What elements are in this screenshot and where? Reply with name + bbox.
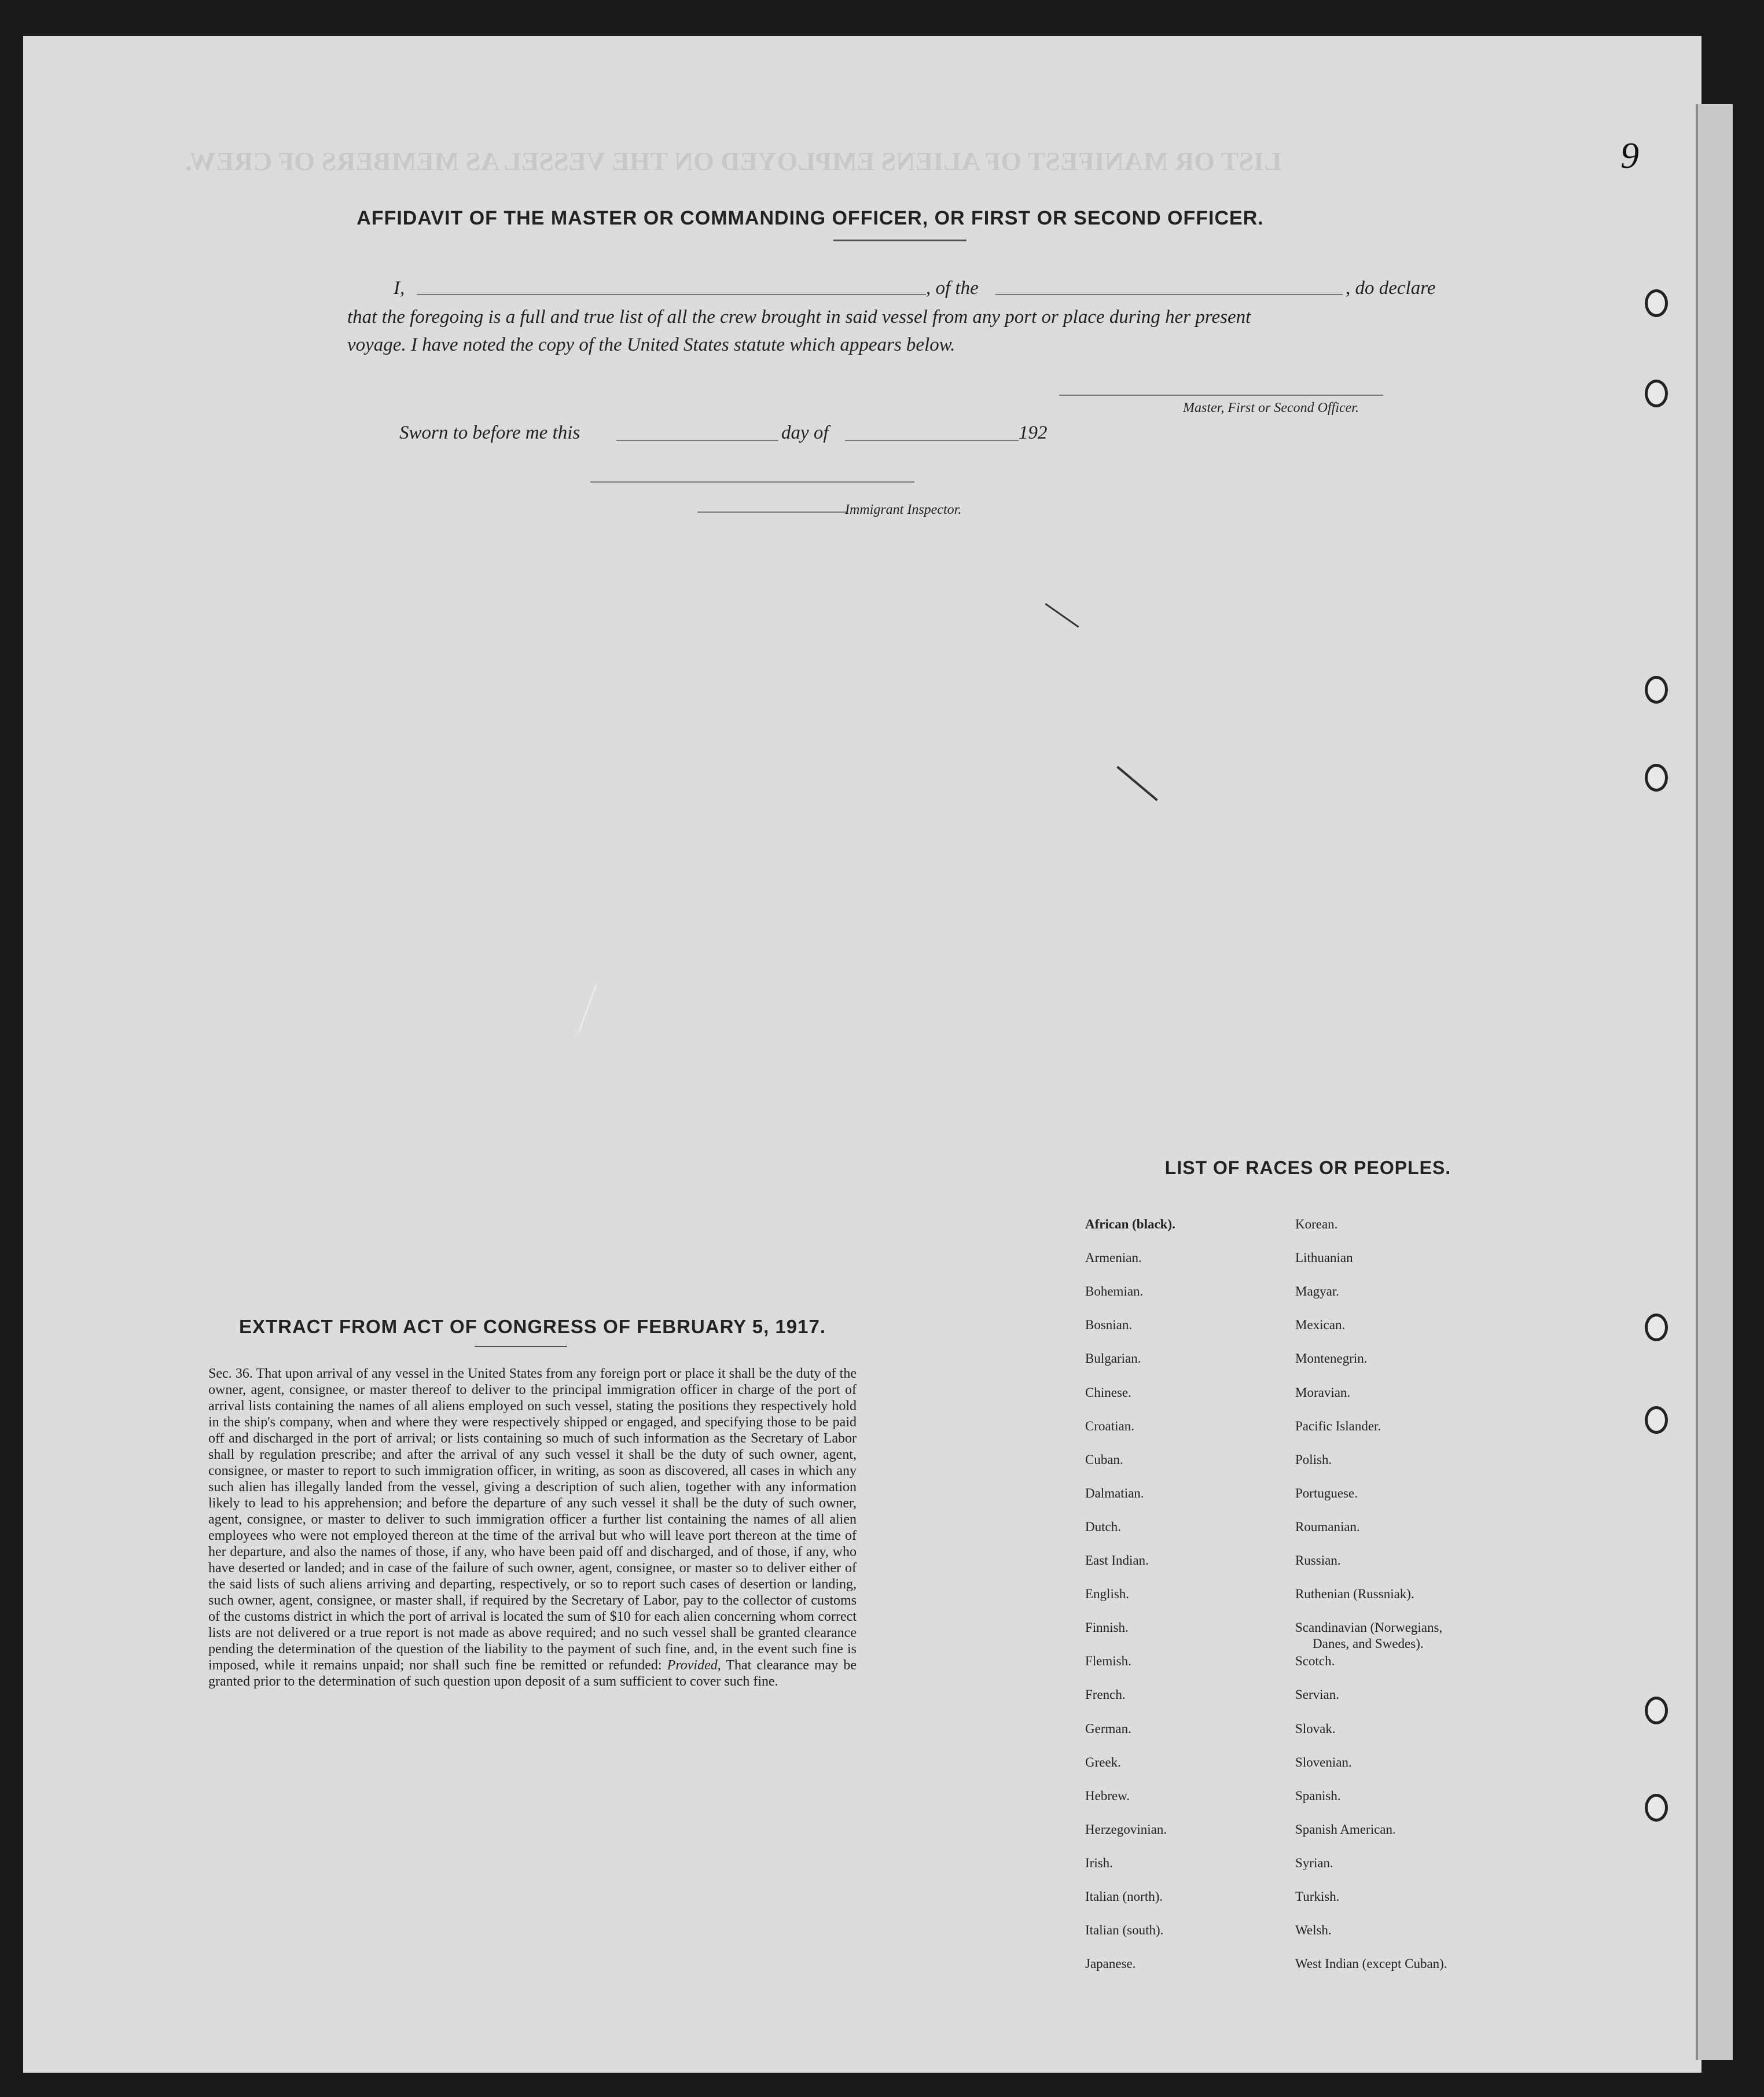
race-item-right: Spanish American. <box>1295 1822 1396 1837</box>
race-item-left: Flemish. <box>1085 1654 1131 1669</box>
affidavit-vessel-blank <box>995 294 1343 295</box>
officer-signature-blank <box>1059 395 1383 396</box>
race-item-left: Bulgarian. <box>1085 1351 1141 1366</box>
stray-mark-1 <box>1045 603 1079 628</box>
affidavit-title: AFFIDAVIT OF THE MASTER OR COMMANDING OFFICER, OR FIRST OR SECOND OFFICER. <box>357 207 1264 229</box>
extract-provided: Provided, <box>667 1658 721 1673</box>
binder-hole-3 <box>1645 676 1668 704</box>
race-item-right: Welsh. <box>1295 1923 1332 1938</box>
race-item-right: Korean. <box>1295 1217 1338 1231</box>
race-item-left: Hebrew. <box>1085 1788 1130 1803</box>
race-item-right: Russian. <box>1295 1553 1341 1568</box>
race-item-left: Greek. <box>1085 1754 1121 1769</box>
race-item-left: Italian (south). <box>1085 1923 1164 1938</box>
affidavit-line-3: voyage. I have noted the copy of the United States statute which appears below. <box>347 334 956 355</box>
race-item-left: German. <box>1085 1721 1131 1736</box>
extract-title: EXTRACT FROM ACT OF CONGRESS OF FEBRUARY 5, 1917. <box>238 1316 826 1337</box>
race-item-right: Servian. <box>1295 1687 1340 1702</box>
sworn-label: Sworn to before me this <box>399 422 580 443</box>
page-number-mark: 9 <box>1620 135 1639 176</box>
race-item-left: Croatian. <box>1085 1418 1134 1433</box>
race-item-right: Turkish. <box>1295 1889 1340 1904</box>
race-item-right: Montenegrin. <box>1295 1351 1368 1366</box>
race-item-right: Danes, and Swedes). <box>1313 1636 1424 1651</box>
race-item-right: West Indian (except Cuban). <box>1295 1956 1447 1971</box>
race-item-left: Japanese. <box>1085 1956 1136 1971</box>
inspector-caption: Immigrant Inspector. <box>845 502 962 517</box>
race-item-left: Herzegovinian. <box>1085 1822 1167 1837</box>
extract-title-rule <box>475 1346 567 1347</box>
sworn-day-blank <box>616 440 778 441</box>
inspector-signature-blank <box>697 512 848 513</box>
race-item-right: Magyar. <box>1295 1284 1340 1299</box>
races-title: LIST OF RACES OR PEOPLES. <box>1164 1157 1451 1178</box>
race-item-left: Armenian. <box>1085 1250 1142 1265</box>
race-item-left: East Indian. <box>1085 1553 1149 1568</box>
race-item-left: Italian (north). <box>1085 1889 1163 1904</box>
binder-hole-4 <box>1645 764 1668 792</box>
affidavit-declare-label: , do declare <box>1346 278 1436 299</box>
affidavit-title-rule <box>833 240 966 241</box>
race-item-right: Moravian. <box>1295 1385 1351 1400</box>
race-item-right: Syrian. <box>1295 1855 1333 1870</box>
race-item-left: Irish. <box>1085 1855 1113 1870</box>
race-item-right: Slovenian. <box>1295 1754 1352 1769</box>
binder-hole-6 <box>1645 1406 1668 1434</box>
stray-mark-3 <box>578 984 597 1033</box>
race-item-left: Chinese. <box>1085 1385 1131 1400</box>
race-item-left: Bosnian. <box>1085 1318 1133 1333</box>
extract-body-text-before: Sec. 36. That upon arrival of any vessel in the United States from any foreign port or place it shall be the duty of the owner, agent, consignee, or master thereof to deliver to the principal immigration officer in charge of the port of arrival lists containing the names of all aliens employed on such vessel, stating the positions they respectively hold in the ship's company, when and where they were respectively shipped or engaged, and specifying those to be paid off and discharged in the port of arrival; or lists containing so much of such information as the Secretary of Labor shall by regulation prescribe; and after the arrival of any such vessel it shall be the duty of such owner, agent, consignee, or master to report to such immigration officer, in writing, as soon as discovered, all cases in which any such alien has illegally landed from the vessel, giving a description of such alien, together with any information likely to lead to his apprehension; and before the departure of any such vessel it shall be the duty of such owner, agent, consignee, or master to deliver to such immigration officer a further list containing the names of all alien employees who were not employed thereon at the time of the arrival but who will leave port thereon at the time of her departure, and also the names of those, if any, who have been paid off and discharged, and of those, if any, who have deserted or landed; and in case of the failure of such owner, agent, consignee, or master so to deliver either of the said lists of such aliens arriving and departing, respectively, or so to report such cases of desertion or landing, such owner, agent, consignee, or master shall, if required by the Secretary of Labor, pay to the collector of customs of the customs district in which the port of arrival is located the sum of $10 for each alien concerning whom correct lists are not delivered or a true report is not made as above required; and no such vessel shall be granted clearance pending the determination of the question of the liability to the payment of such fine, and, in the event such fine is imposed, while it remains unpaid; nor shall such fine be remitted or refunded: <box>208 1366 857 1673</box>
affidavit-of-the-label: , of the <box>926 278 979 299</box>
binder-hole-8 <box>1645 1794 1668 1822</box>
race-item-left: Bohemian. <box>1085 1284 1144 1299</box>
race-item-left: Cuban. <box>1085 1452 1123 1467</box>
binder-hole-5 <box>1645 1314 1668 1341</box>
race-item-left: Dalmatian. <box>1085 1485 1144 1500</box>
bleed-through-header: LIST OR MANIFEST OF ALIENS EMPLOYED ON THE VESSEL AS MEMBERS OF CREW. <box>185 146 1282 176</box>
stray-mark-2 <box>1116 766 1158 801</box>
race-item-right: Roumanian. <box>1295 1519 1360 1534</box>
affidavit-i-label: I, <box>394 278 405 299</box>
officer-signature-caption: Master, First or Second Officer. <box>1183 400 1359 415</box>
race-item-right: Ruthenian (Russniak). <box>1295 1587 1414 1602</box>
extract-body <box>208 1366 857 1690</box>
sworn-month-blank <box>845 440 1019 441</box>
race-item-right: Portuguese. <box>1295 1485 1358 1500</box>
binder-edge <box>1696 104 1733 2060</box>
extract-body-text-after: That clearance may be granted prior to the determination of such question upon deposit of a sum sufficient to cover such fine. <box>208 1658 857 1689</box>
race-item-right: Scandinavian (Norwegians, <box>1295 1620 1443 1635</box>
inspector-signature-blank-top <box>590 481 914 483</box>
race-item-right: Lithuanian <box>1295 1250 1353 1265</box>
race-item-right: Slovak. <box>1295 1721 1336 1736</box>
affidavit-name-blank <box>417 294 926 295</box>
binder-hole-2 <box>1645 380 1668 407</box>
binder-hole-1 <box>1645 289 1668 317</box>
race-item-right: Scotch. <box>1295 1654 1335 1669</box>
race-item-right: Spanish. <box>1295 1788 1341 1803</box>
binder-hole-7 <box>1645 1697 1668 1724</box>
race-item-left: Dutch. <box>1085 1519 1121 1534</box>
race-item-left: African (black). <box>1085 1217 1175 1231</box>
race-item-left: French. <box>1085 1687 1126 1702</box>
race-item-right: Polish. <box>1295 1452 1332 1467</box>
race-item-right: Pacific Islander. <box>1295 1418 1381 1433</box>
race-item-right: Mexican. <box>1295 1318 1346 1333</box>
document-page <box>23 36 1701 2073</box>
day-of-label: day of <box>781 422 829 443</box>
year-label: 192 <box>1019 422 1048 443</box>
race-item-left: English. <box>1085 1587 1130 1602</box>
race-item-left: Finnish. <box>1085 1620 1129 1635</box>
affidavit-line-2: that the foregoing is a full and true list of all the crew brought in said vessel from any port or place during her present <box>347 307 1251 328</box>
